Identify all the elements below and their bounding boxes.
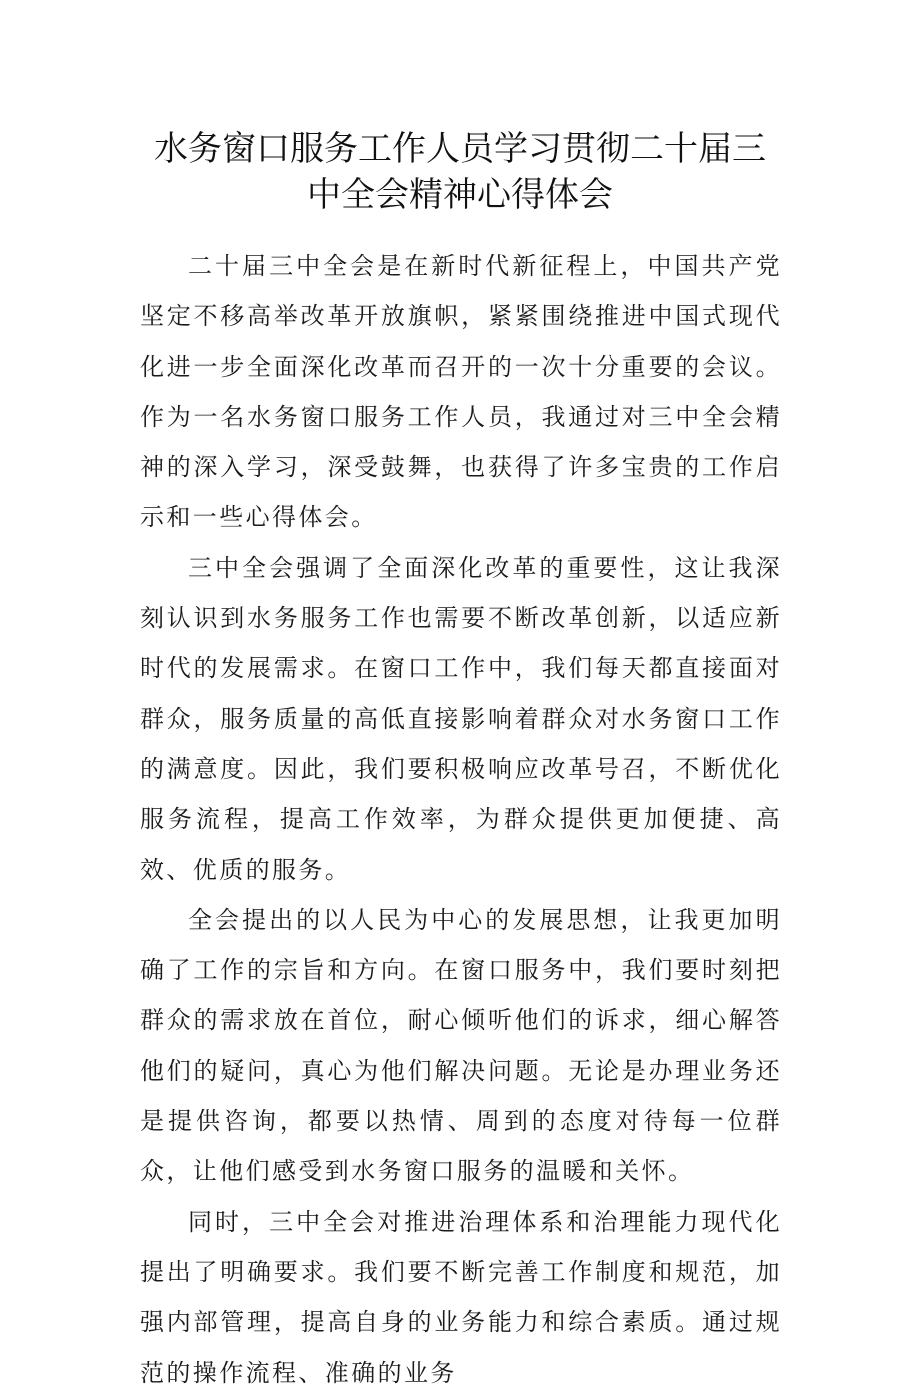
paragraph-4: 同时，三中全会对推进治理体系和治理能力现代化提出了明确要求。我们要不断完善工作制度和规范，加强内部管理，提高自身的业务能力和综合素质。通过规范的操作流程、准确的业务 xyxy=(140,1207,782,1387)
paragraph-3: 全会提出的以人民为中心的发展思想，让我更加明确了工作的宗旨和方向。在窗口服务中，我们要时刻把群众的需求放在首位，耐心倾听他们的诉求，细心解答他们的疑问，真心为他们解决问题。无论是办理业务还是提供咨询，都要以热情、周到的态度对待每一位群众，让他们感受到水务窗口服务的温暖和关怀。 xyxy=(140,905,782,1186)
title-line-1: 水务窗口服务工作人员学习贯彻二十届三 xyxy=(154,129,766,169)
document-title xyxy=(0,126,920,218)
title-line-2: 中全会精神心得体会 xyxy=(307,175,613,215)
paragraph-2: 三中全会强调了全面深化改革的重要性，这让我深刻认识到水务服务工作也需要不断改革创新，以适应新时代的发展需求。在窗口工作中，我们每天都直接面对群众，服务质量的高低直接影响着群众对水务窗口工作的满意度。因此，我们要积极响应改革号召，不断优化服务流程，提高工作效率，为群众提供更加便捷、高效、优质的服务。 xyxy=(140,553,782,884)
paragraph-1: 二十届三中全会是在新时代新征程上，中国共产党坚定不移高举改革开放旗帜，紧紧围绕推进中国式现代化进一步全面深化改革而召开的一次十分重要的会议。作为一名水务窗口服务工作人员，我通过对三中全会精神的深入学习，深受鼓舞，也获得了许多宝贵的工作启示和一些心得体会。 xyxy=(140,252,782,532)
document-body xyxy=(140,241,782,1398)
